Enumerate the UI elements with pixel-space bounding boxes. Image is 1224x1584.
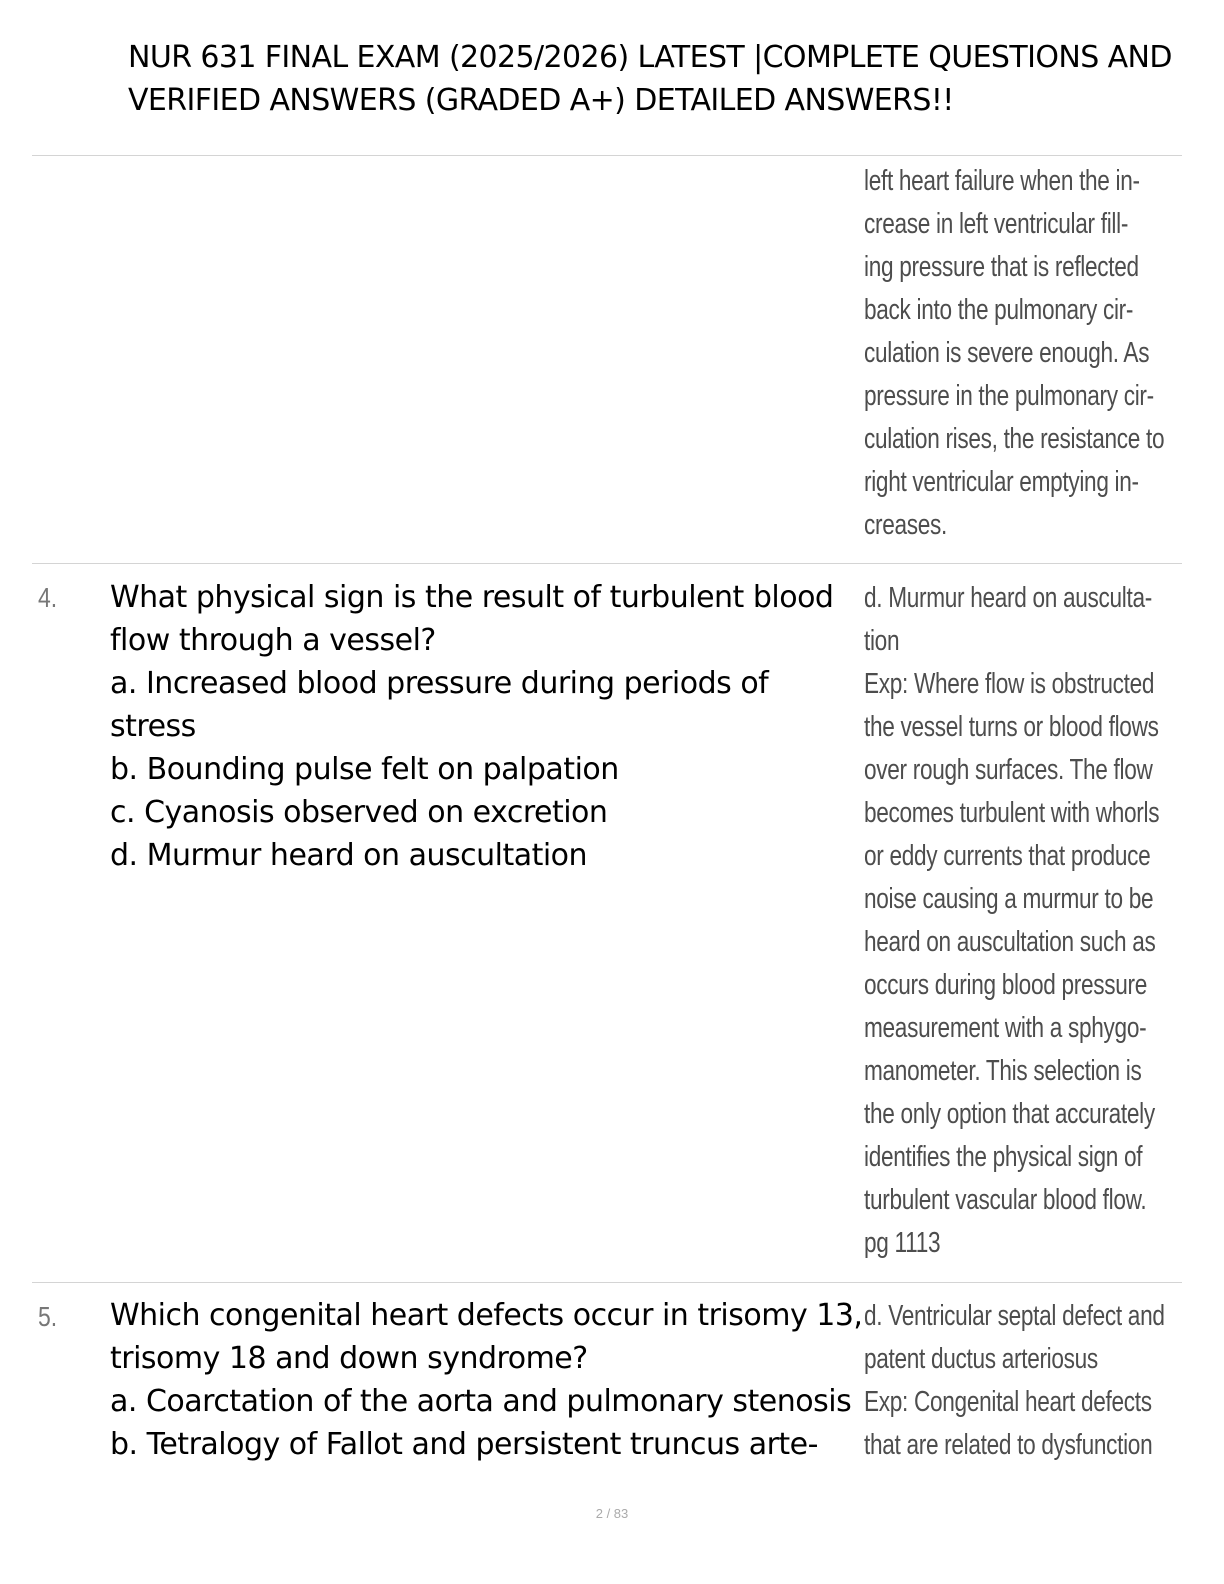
answer-line: the only option that accurately <box>864 1098 1155 1130</box>
title-line-1: NUR 631 FINAL EXAM (2025/2026) LATEST |COMPLETE QUESTIONS AND <box>128 40 1172 75</box>
answer-line: back into the pulmonary cir- <box>864 294 1134 326</box>
row-divider <box>32 155 1182 156</box>
answer-text <box>864 577 1160 1265</box>
answer-continuation <box>864 160 1165 547</box>
answer-line: Exp: Where flow is obstructed <box>864 668 1155 700</box>
answer-line: heard on auscultation such as <box>864 926 1156 958</box>
option-line: b. Tetralogy of Fallot and persistent truncus arte- <box>110 1427 818 1462</box>
answer-line: culation is severe enough. As <box>864 337 1150 369</box>
answer-line: crease in left ventricular fill- <box>864 208 1129 240</box>
answer-line: culation rises, the resistance to <box>864 423 1165 455</box>
answer-line: over rough surfaces. The flow <box>864 754 1153 786</box>
title-line-2: VERIFIED ANSWERS (GRADED A+) DETAILED ANSWERS!! <box>128 83 954 118</box>
question-text <box>110 1294 870 1466</box>
answer-line: Exp: Congenital heart defects <box>864 1386 1152 1418</box>
question-line: Which congenital heart defects occur in trisomy 13, <box>110 1298 863 1333</box>
question-line: trisomy 18 and down syndrome? <box>110 1341 588 1376</box>
answer-line: tion <box>864 625 900 657</box>
answer-line: noise causing a murmur to be <box>864 883 1154 915</box>
answer-line: ing pressure that is reflected <box>864 251 1139 283</box>
row-divider <box>32 563 1182 564</box>
answer-line: pressure in the pulmonary cir- <box>864 380 1154 412</box>
document-title <box>128 36 1208 122</box>
option-line: stress <box>110 709 196 744</box>
answer-line: turbulent vascular blood flow. <box>864 1184 1147 1216</box>
answer-line: patent ductus arteriosus <box>864 1343 1098 1375</box>
option-line: b. Bounding pulse felt on palpation <box>110 752 619 787</box>
page-indicator: 2 / 83 <box>595 1506 629 1521</box>
row-divider <box>32 1282 1182 1283</box>
answer-line: left heart failure when the in- <box>864 165 1140 197</box>
question-line: What physical sign is the result of turbulent blood <box>110 580 834 615</box>
answer-line: right ventricular emptying in- <box>864 466 1139 498</box>
answer-line: identifies the physical sign of <box>864 1141 1143 1173</box>
answer-line: the vessel turns or blood flows <box>864 711 1159 743</box>
option-line: c. Cyanosis observed on excretion <box>110 795 608 830</box>
question-number: 4. <box>38 582 58 613</box>
answer-line: d. Ventricular septal defect and <box>864 1300 1165 1332</box>
option-line: a. Coarctation of the aorta and pulmonary stenosis <box>110 1384 852 1419</box>
answer-line: pg 1113 <box>864 1227 941 1259</box>
answer-line: becomes turbulent with whorls <box>864 797 1160 829</box>
question-text <box>110 576 870 877</box>
answer-text <box>864 1295 1165 1467</box>
answer-line: that are related to dysfunction <box>864 1429 1153 1461</box>
answer-line: d. Murmur heard on ausculta- <box>864 582 1152 614</box>
answer-line: creases. <box>864 509 947 541</box>
answer-line: measurement with a sphygo- <box>864 1012 1147 1044</box>
question-number: 5. <box>38 1301 58 1332</box>
answer-line: manometer. This selection is <box>864 1055 1142 1087</box>
answer-line: occurs during blood pressure <box>864 969 1147 1001</box>
answer-line: or eddy currents that produce <box>864 840 1151 872</box>
option-line: a. Increased blood pressure during periods of <box>110 666 769 701</box>
question-line: flow through a vessel? <box>110 623 436 658</box>
option-line: d. Murmur heard on auscultation <box>110 838 588 873</box>
